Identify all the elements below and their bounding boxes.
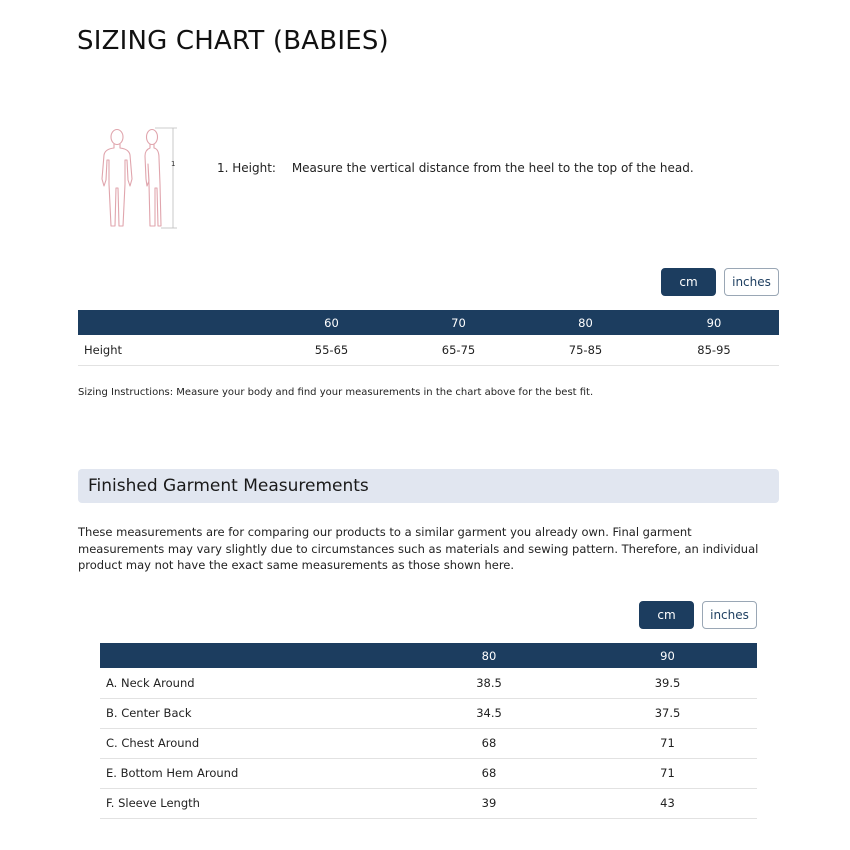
height-instruction bbox=[217, 161, 694, 175]
cell-value: 39 bbox=[400, 788, 578, 818]
row-label: Height bbox=[78, 335, 268, 365]
header-cell: 60 bbox=[324, 315, 339, 330]
header-cell bbox=[100, 643, 400, 668]
garment-table-header bbox=[100, 643, 757, 668]
table-row bbox=[100, 728, 757, 758]
header-cell: 90 bbox=[706, 315, 722, 330]
size-unit-toggle bbox=[661, 268, 779, 296]
table-row bbox=[100, 758, 757, 788]
body-outline-icon bbox=[95, 124, 185, 230]
cell-value: 43 bbox=[578, 788, 757, 818]
cell-value: 37.5 bbox=[578, 698, 757, 728]
sizing-instructions: Sizing Instructions: Measure your body and find your measurements in the chart above for the best fit. bbox=[78, 387, 594, 398]
inches-button[interactable]: inches bbox=[702, 601, 757, 629]
height-marker-label: 1 bbox=[171, 160, 176, 168]
cell-value: 65-75 bbox=[395, 335, 522, 365]
table-row bbox=[100, 668, 757, 698]
cell-value: 68 bbox=[400, 758, 578, 788]
row-label: E. Bottom Hem Around bbox=[100, 758, 400, 788]
cell-value: 85-95 bbox=[649, 335, 779, 365]
cell-value: 55-65 bbox=[268, 335, 395, 365]
garment-table bbox=[100, 643, 757, 819]
cm-button[interactable]: cm bbox=[661, 268, 716, 296]
row-label: B. Center Back bbox=[100, 698, 400, 728]
header-cell: 70 bbox=[451, 315, 466, 330]
header-cell: 80 bbox=[481, 648, 497, 663]
header-cell: 90 bbox=[660, 648, 675, 663]
size-table bbox=[78, 310, 779, 366]
table-row bbox=[100, 698, 757, 728]
row-label: A. Neck Around bbox=[100, 668, 400, 698]
cell-value: 39.5 bbox=[578, 668, 757, 698]
inches-button[interactable]: inches bbox=[724, 268, 779, 296]
table-row bbox=[78, 335, 779, 365]
garment-description: These measurements are for comparing our products to a similar garment you already own. Final garment measurements may vary slightly due to circumstances such as materials and sewing pattern. Therefore, an individual product may not have the exact same measurements as those shown here. bbox=[78, 525, 759, 572]
row-label: F. Sleeve Length bbox=[100, 788, 400, 818]
table-row bbox=[100, 788, 757, 818]
instruction-text: Measure the vertical distance from the heel to the top of the head. bbox=[291, 161, 694, 175]
row-label: C. Chest Around bbox=[100, 728, 400, 758]
page-title: SIZING CHART (BABIES) bbox=[77, 26, 389, 56]
cell-value: 71 bbox=[578, 728, 757, 758]
size-table-header bbox=[78, 310, 779, 335]
cell-value: 68 bbox=[400, 728, 578, 758]
header-cell: 80 bbox=[578, 315, 593, 330]
header-cell bbox=[78, 310, 268, 335]
garment-unit-toggle bbox=[639, 601, 757, 629]
cell-value: 34.5 bbox=[400, 698, 578, 728]
cell-value: 38.5 bbox=[400, 668, 578, 698]
instruction-number: 1. Height: bbox=[217, 161, 276, 175]
height-measurement-figure bbox=[95, 124, 185, 230]
cm-button[interactable]: cm bbox=[639, 601, 694, 629]
cell-value: 75-85 bbox=[522, 335, 649, 365]
cell-value: 71 bbox=[578, 758, 757, 788]
garment-section-header: Finished Garment Measurements bbox=[78, 469, 779, 503]
